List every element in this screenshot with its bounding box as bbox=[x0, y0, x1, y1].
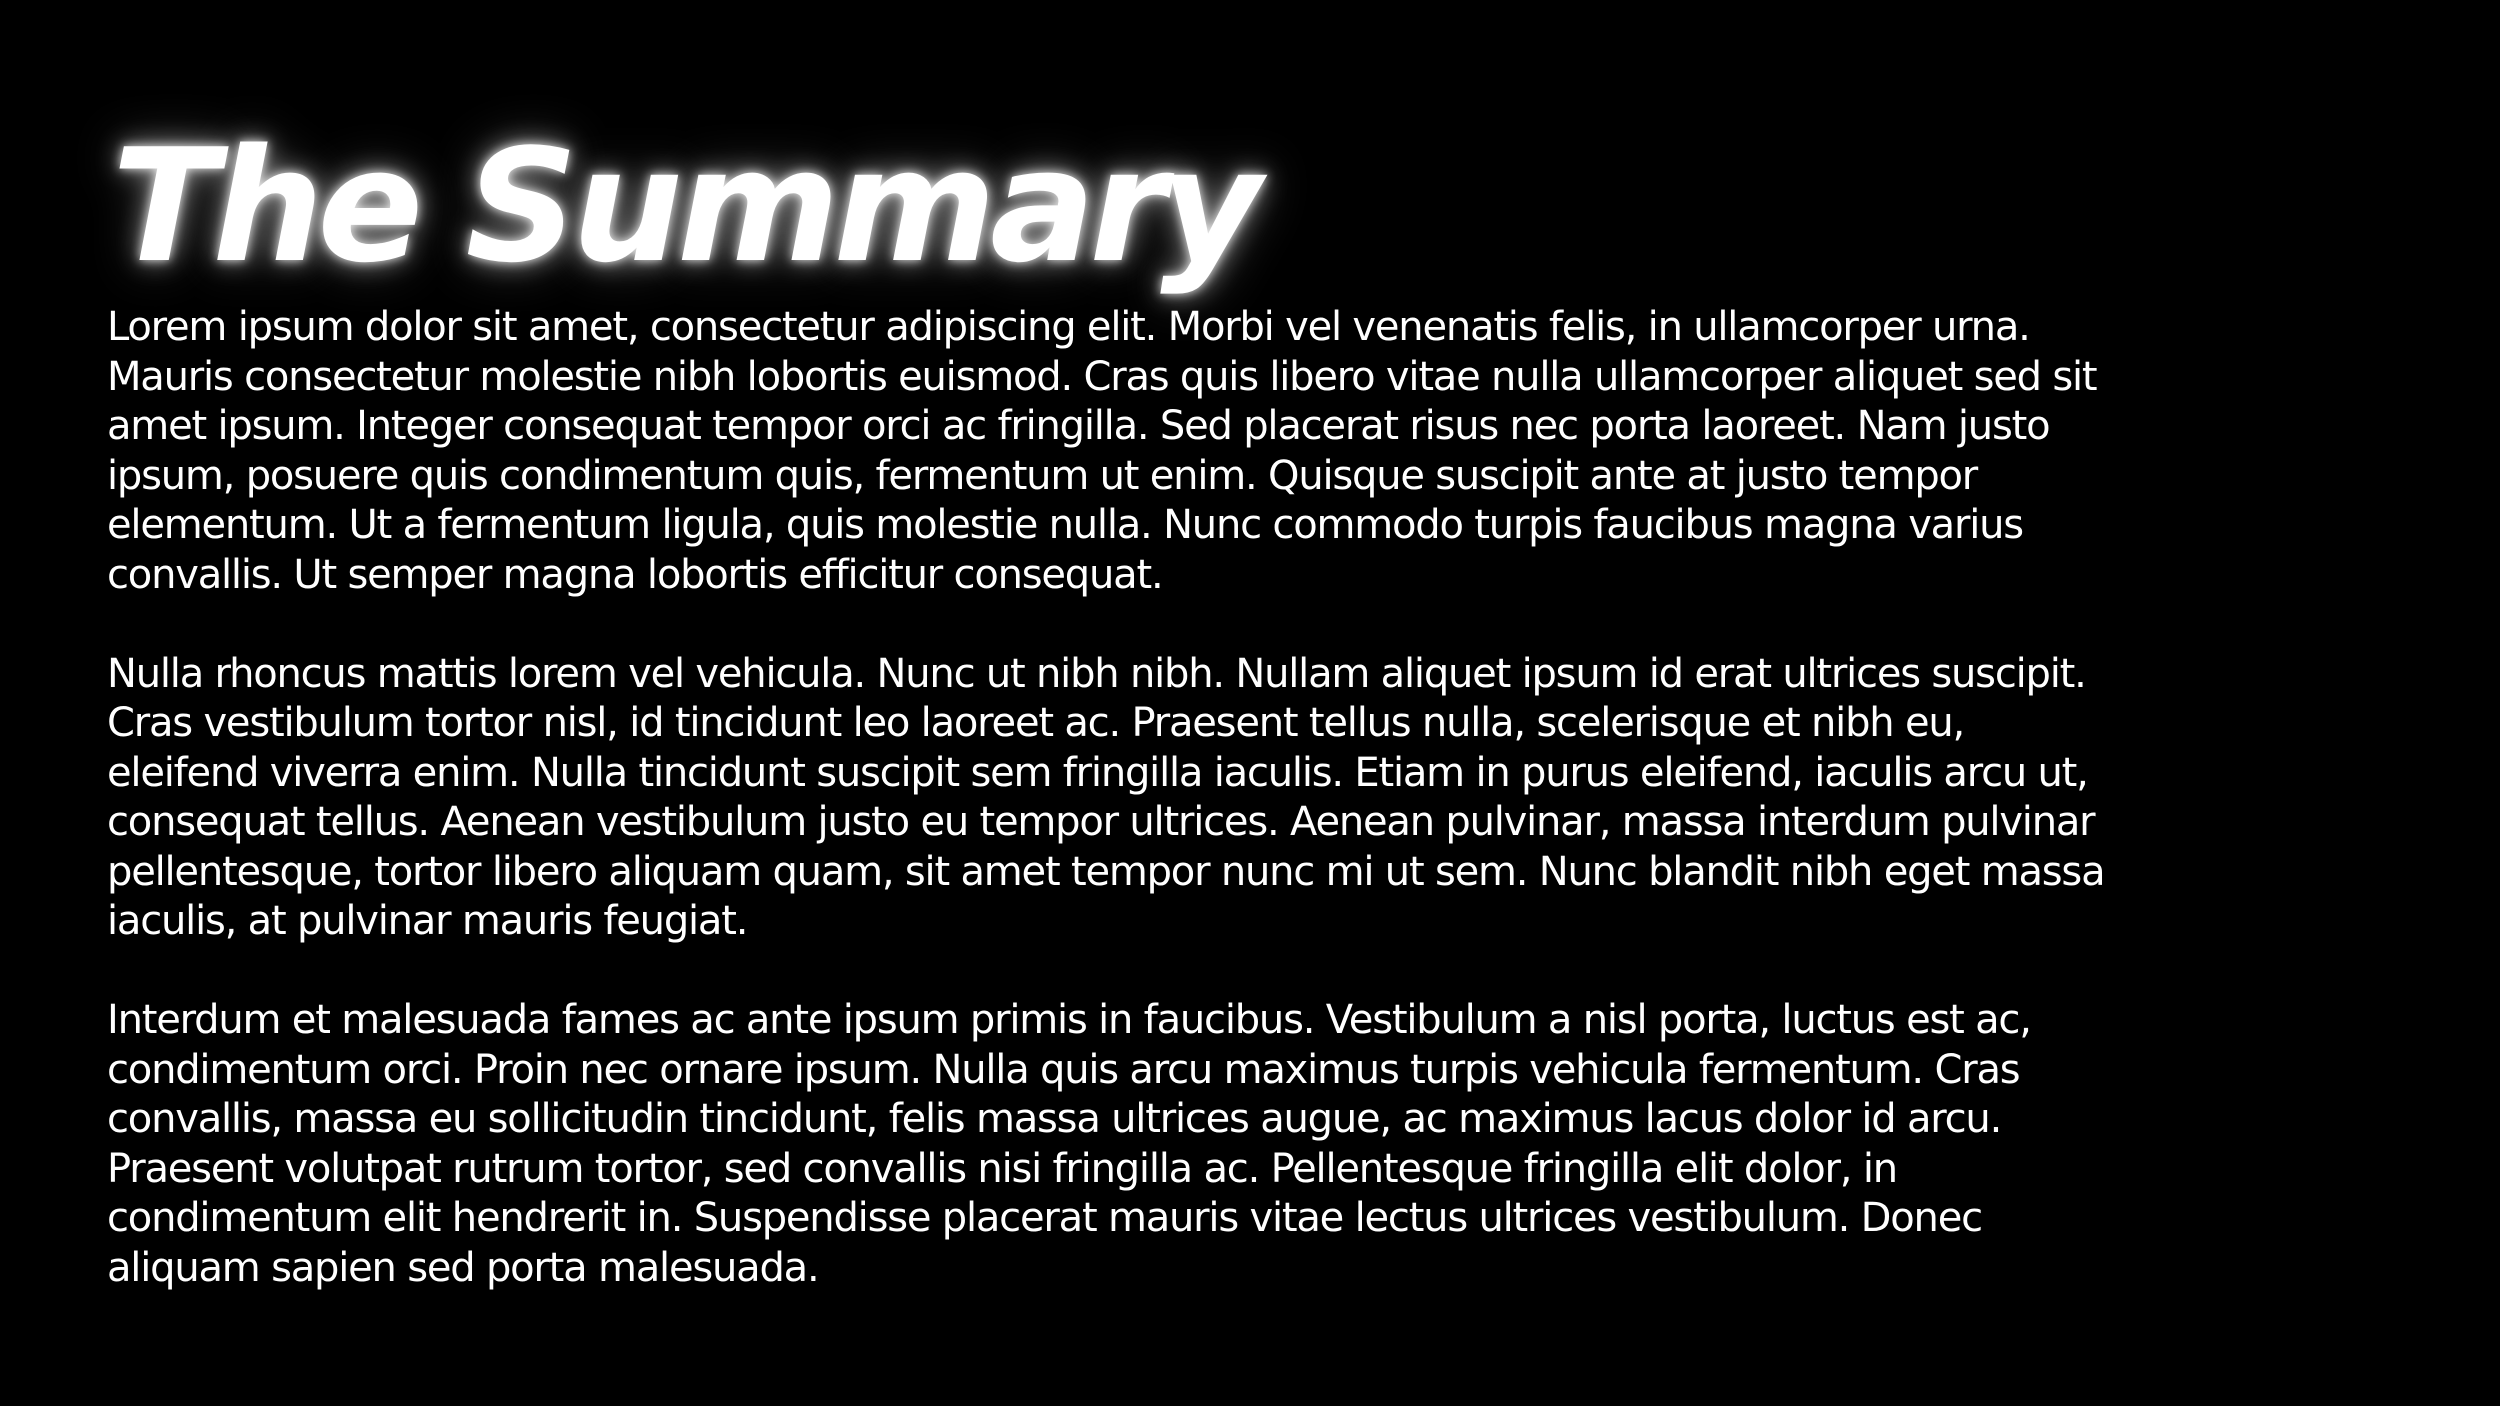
text-line: Lorem ipsum dolor sit amet, consectetur adipiscing elit. Morbi vel venenatis felis, in ullamcorper urna. bbox=[107, 304, 2030, 350]
text-line: aliquam sapien sed porta malesuada. bbox=[107, 1244, 819, 1291]
text-line: iaculis, at pulvinar mauris feugiat. bbox=[107, 898, 748, 944]
text-line: pellentesque, tortor libero aliquam quam, sit amet tempor nunc mi ut sem. Nunc blandit nibh eget massa bbox=[107, 848, 2105, 895]
text-line: Cras vestibulum tortor nisl, id tincidunt leo laoreet ac. Praesent tellus nulla, scelerisque et nibh eu, bbox=[107, 700, 1965, 746]
text-line: Praesent volutpat rutrum tortor, sed convallis nisi fringilla ac. Pellentesque fringilla elit dolor, in bbox=[107, 1145, 1897, 1192]
text-line: amet ipsum. Integer consequat tempor orci ac fringilla. Sed placerat risus nec porta laoreet. Nam justo bbox=[107, 403, 2050, 449]
text-line: convallis, massa eu sollicitudin tincidunt, felis massa ultrices augue, ac maximus lacus dolor id arcu. bbox=[107, 1096, 2002, 1142]
page-title: The Summary bbox=[112, 115, 1256, 297]
text-line: Interdum et malesuada fames ac ante ipsum primis in faucibus. Vestibulum a nisl porta, luctus est ac, bbox=[107, 997, 2031, 1043]
text-line: elementum. Ut a fermentum ligula, quis molestie nulla. Nunc commodo turpis faucibus magna varius bbox=[107, 502, 2023, 548]
text-line: ipsum, posuere quis condimentum quis, fermentum ut enim. Quisque suscipit ante at justo tempor bbox=[107, 452, 1978, 499]
text-line: convallis. Ut semper magna lobortis efficitur consequat. bbox=[107, 551, 1163, 598]
text-line: condimentum elit hendrerit in. Suspendisse placerat mauris vitae lectus ultrices vestibulum. Donec bbox=[107, 1195, 1982, 1241]
text-line: eleifend viverra enim. Nulla tincidunt suscipit sem fringilla iaculis. Etiam in purus eleifend, iaculis arcu ut, bbox=[107, 749, 2088, 796]
summary-body bbox=[107, 303, 2407, 1343]
paragraph-2 bbox=[107, 650, 2407, 947]
paragraph-3 bbox=[107, 996, 2407, 1293]
text-line: Mauris consectetur molestie nibh lobortis euismod. Cras quis libero vitae nulla ullamcorper aliquet sed sit bbox=[107, 353, 2097, 400]
text-line: Nulla rhoncus mattis lorem vel vehicula. Nunc ut nibh nibh. Nullam aliquet ipsum id erat ultrices suscipit. bbox=[107, 650, 2086, 697]
text-line: condimentum orci. Proin nec ornare ipsum. Nulla quis arcu maximus turpis vehicula fermentum. Cras bbox=[107, 1046, 2020, 1093]
text-line: consequat tellus. Aenean vestibulum justo eu tempor ultrices. Aenean pulvinar, massa interdum pulvinar bbox=[107, 799, 2095, 845]
paragraph-1 bbox=[107, 303, 2407, 600]
